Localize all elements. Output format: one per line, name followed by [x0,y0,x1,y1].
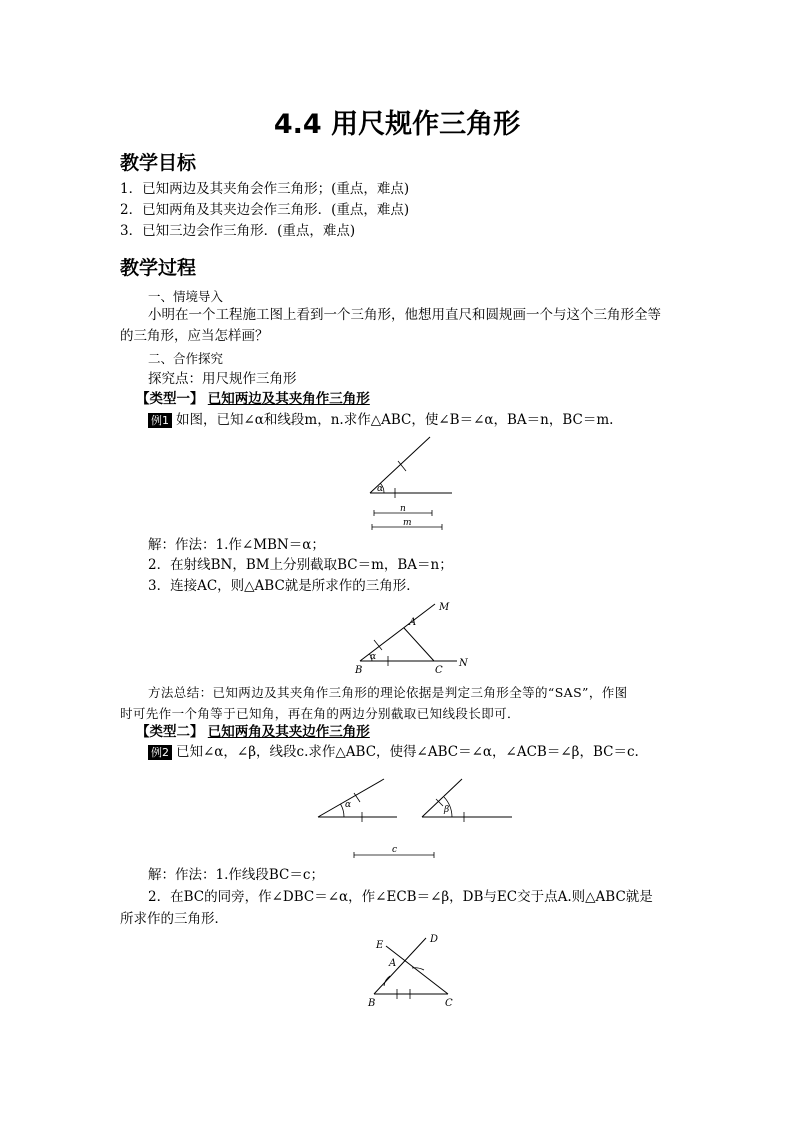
type1-heading [136,389,370,409]
summary-line-1: 方法总结：已知两边及其夹角作三角形的理论依据是判定三角形全等的“SAS”，作图 [148,685,628,700]
process-heading: 教学过程 [120,257,197,279]
goals-heading: 教学目标 [120,152,197,174]
figure-angle-alpha-segments [360,435,470,530]
explore-point: 探究点：用尺规作三角形 [148,371,297,387]
goal-2: 2．已知两角及其夹边会作三角形．(重点，难点) [120,202,410,218]
intro-line-2: 的三角形，应当怎样画？ [120,328,269,344]
fig4-B: B [368,998,376,1009]
fig4-A: A [389,958,397,969]
figure-triangle-sas [350,598,475,678]
figure-triangle-asa [360,932,465,1012]
fig3-alpha: α [345,800,352,810]
fig2-N: N [459,658,468,669]
page-title: 4.4 用尺规作三角形 [273,109,521,140]
example-1-text: 如图，已知∠α和线段m，n.求作△ABC，使∠B＝∠α，BA＝n，BC＝m. [176,412,614,428]
intro-line-1: 小明在一个工程施工图上看到一个三角形，他想用直尺和圆规画一个与这个三角形全等 [148,307,661,323]
solution2-line-1: 解：作法：1.作线段BC＝c； [148,867,324,883]
fig2-C: C [435,665,443,676]
fig3-c: c [392,845,398,855]
example-1 [148,410,613,430]
example-2 [148,742,639,762]
solution2-line-2: 2．在BC的同旁，作∠DBC＝∠α，作∠ECB＝∠β，DB与EC交于点A.则△ABC就是 [148,889,653,905]
goal-1: 1．已知两边及其夹角会作三角形；(重点，难点) [120,181,410,197]
goal-3: 3．已知三边会作三角形．(重点，难点) [120,223,356,239]
fig2-A: A [409,617,417,628]
solution1-line-1: 解：作法：1.作∠MBN＝α； [148,537,325,553]
fig2-alpha: α [370,652,377,662]
fig4-D: D [430,934,439,945]
fig2-M: M [439,602,450,613]
fig1-alpha-label: α [377,484,384,494]
fig2-B: B [355,665,363,676]
solution1-line-3: 3．连接AC，则△ABC就是所求作的三角形． [148,578,420,594]
example-1-tag: 例1 [148,413,172,428]
intro-heading: 一、情境导入 [148,289,224,304]
type2-label: 已知两角及其夹边作三角形 [207,724,370,740]
type1-bracket: 【类型一】 [136,391,204,407]
summary-line-2: 时可先作一个角等于已知角，再在角的两边分别截取已知线段长即可． [120,706,520,721]
fig3-beta: β [444,805,450,815]
type1-label: 已知两边及其夹角作三角形 [207,391,370,407]
example-2-text: 已知∠α，∠β，线段c.求作△ABC，使得∠ABC＝∠α，∠ACB＝∠β，BC＝c. [176,744,639,760]
figure-angles-alpha-beta [312,775,517,860]
fig1-n-label: n [400,504,406,514]
fig4-E: E [376,940,384,951]
fig1-m-label: m [403,518,412,528]
explore-heading: 二、合作探究 [148,351,224,366]
fig4-C: C [445,998,453,1009]
solution2-line-3: 所求作的三角形． [120,911,228,927]
solution1-line-2: 2．在射线BN，BM上分别截取BC＝m，BA＝n； [148,557,453,573]
type2-bracket: 【类型二】 [136,724,204,740]
type2-heading [136,722,370,742]
example-2-tag: 例2 [148,745,172,760]
